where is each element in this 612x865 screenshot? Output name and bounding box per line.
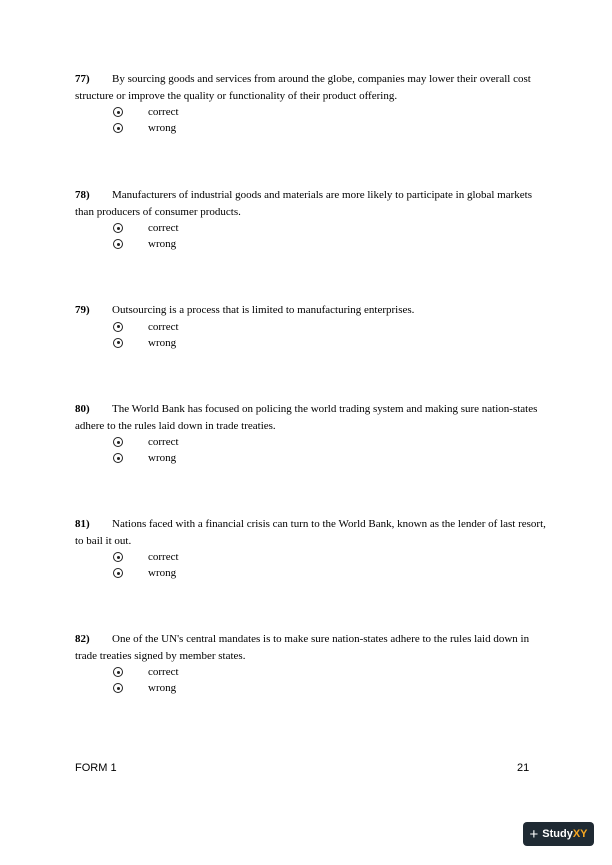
radio-button-icon[interactable] (113, 338, 123, 348)
option-wrong[interactable] (75, 680, 547, 696)
option-label: correct (148, 222, 179, 234)
question-body: By sourcing goods and services from around the globe, companies may lower their overall cost structure or improve the quality or functionality of their product offering. (75, 73, 531, 102)
question-number: 82) (75, 633, 90, 645)
question-81 (75, 516, 547, 581)
radio-button-icon[interactable] (113, 322, 123, 332)
radio-button-icon[interactable] (113, 568, 123, 578)
question-number: 81) (75, 518, 90, 530)
question-number: 80) (75, 403, 90, 415)
radio-button-icon[interactable] (113, 123, 123, 133)
radio-button-icon[interactable] (113, 667, 123, 677)
option-wrong[interactable] (75, 335, 547, 351)
option-label: wrong (148, 122, 177, 134)
question-text (75, 631, 547, 664)
radio-button-icon[interactable] (113, 552, 123, 562)
question-body: The World Bank has focused on policing the world trading system and making sure nation-states adhere to the rules laid down in trade treaties. (75, 403, 538, 432)
radio-button-icon[interactable] (113, 453, 123, 463)
page-number: 21 (517, 762, 530, 774)
option-label: correct (148, 666, 179, 678)
radio-button-icon[interactable] (113, 437, 123, 447)
question-body: Manufacturers of industrial goods and materials are more likely to participate in global markets than producers of consumer products. (75, 189, 533, 218)
option-correct[interactable] (75, 104, 547, 120)
question-text (75, 187, 547, 220)
option-label: correct (148, 106, 179, 118)
question-82 (75, 631, 547, 696)
question-body: One of the UN's central mandates is to make sure nation-states adhere to the rules laid down in trade treaties signed by member states. (75, 633, 530, 662)
radio-button-icon[interactable] (113, 223, 123, 233)
question-text (75, 516, 547, 549)
question-79 (75, 302, 547, 351)
option-label: wrong (148, 238, 177, 250)
question-number: 77) (75, 73, 90, 85)
option-wrong[interactable] (75, 450, 547, 466)
question-text (75, 71, 547, 104)
option-label: wrong (148, 336, 177, 349)
question-text (75, 302, 547, 319)
option-label: wrong (148, 682, 177, 694)
plus-icon: + (529, 825, 539, 843)
question-number: 78) (75, 189, 90, 201)
radio-button-icon[interactable] (113, 239, 123, 249)
brand-name-accent: XY (572, 828, 588, 840)
question-number: 79) (75, 304, 90, 316)
radio-button-icon[interactable] (113, 107, 123, 117)
option-label: correct (148, 436, 179, 448)
option-wrong[interactable] (75, 565, 547, 581)
footer-form-label: FORM 1 (75, 762, 117, 774)
question-body: Outsourcing is a process that is limited to manufacturing enterprises. (112, 304, 415, 316)
option-label: correct (148, 551, 179, 563)
option-correct[interactable] (75, 549, 547, 565)
studyxy-logo[interactable] (523, 822, 594, 846)
option-correct[interactable] (75, 220, 547, 236)
question-78 (75, 187, 547, 252)
radio-button-icon[interactable] (113, 683, 123, 693)
option-label: correct (148, 320, 179, 333)
question-text (75, 401, 547, 434)
option-wrong[interactable] (75, 236, 547, 252)
question-80 (75, 401, 547, 466)
option-wrong[interactable] (75, 120, 547, 136)
option-correct[interactable] (75, 434, 547, 450)
brand-name-main: Study (542, 828, 573, 840)
option-label: wrong (148, 452, 177, 464)
question-body: Nations faced with a financial crisis can turn to the World Bank, known as the lender of last resort, to bail it out. (75, 518, 546, 547)
option-correct[interactable] (75, 319, 547, 335)
option-correct[interactable] (75, 664, 547, 680)
option-label: wrong (148, 567, 177, 579)
question-77 (75, 71, 547, 136)
